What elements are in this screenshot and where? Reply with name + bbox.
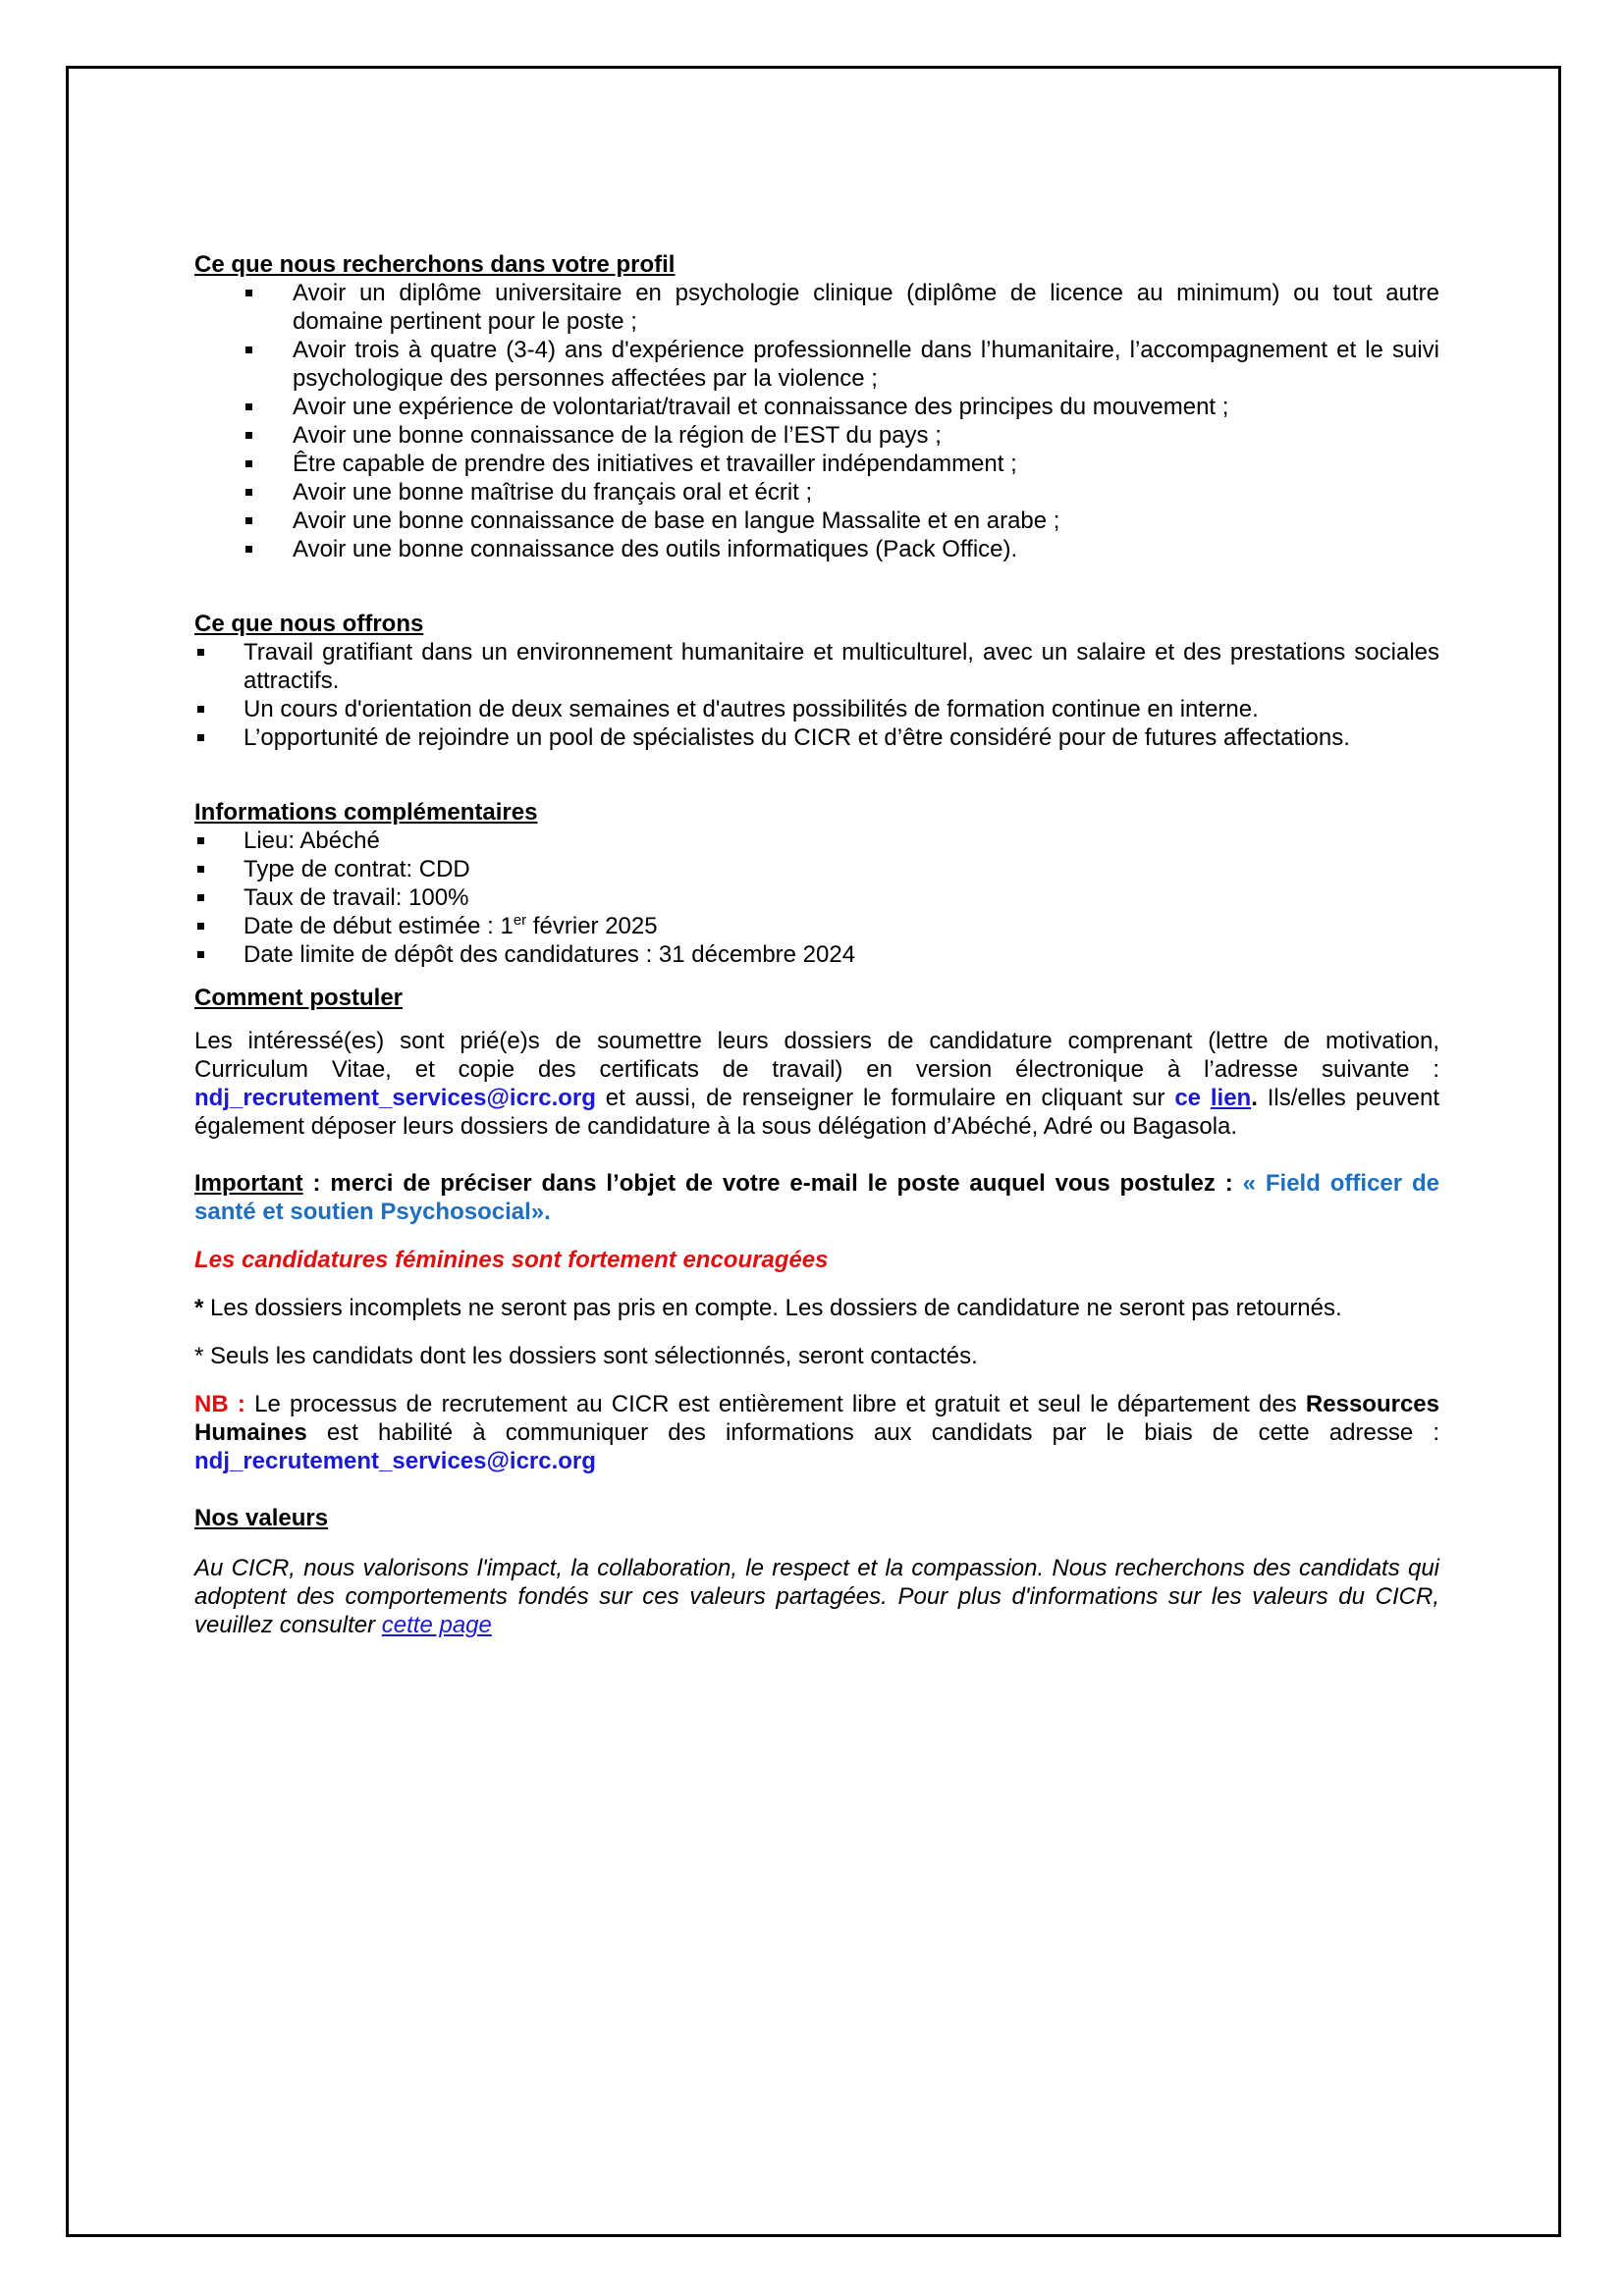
deadline-text: Date limite de dépôt des candidatures : 31 décembre 2024 [244, 941, 856, 968]
section-title-profile: Ce que nous recherchons dans votre profil [194, 251, 676, 278]
list-item [194, 638, 1439, 695]
square-bullet-icon [245, 403, 252, 410]
section-title-apply: Comment postuler [194, 985, 404, 1011]
square-bullet-icon [245, 290, 252, 296]
start-date-text: Date de début estimée : 1 [244, 913, 514, 939]
important-paragraph [194, 1169, 1439, 1226]
women-encouraged-note: Les candidatures féminines sont fortement encouragées [194, 1247, 829, 1273]
square-bullet-icon [197, 951, 204, 958]
list-item-text: Avoir une bonne connaissance de la région de l’EST du pays ; [293, 422, 942, 449]
start-date-month: février 2025 [526, 913, 658, 939]
incomplete-note [194, 1294, 1439, 1322]
values-page-link[interactable]: cette page [381, 1612, 492, 1638]
square-bullet-icon [245, 517, 252, 524]
section-title-values: Nos valeurs [194, 1505, 329, 1531]
list-item [194, 450, 1439, 478]
values-text: Au CICR, nous valorisons l'impact, la collaboration, le respect et la compassion. Nous recherchons des candidats qui adoptent des comportements fondés sur ces valeurs partagées. Pour plus d'informations sur les valeurs du CICR, veuillez consulter [194, 1555, 1439, 1638]
position-name: « Field officer de santé et soutien Psychosocial». [194, 1170, 1440, 1225]
list-item-text: Avoir une bonne connaissance de base en langue Massalite et en arabe ; [293, 507, 1060, 534]
list-item-text: Avoir trois à quatre (3-4) ans d'expérience professionnelle dans l’humanitaire, l’accompagnement et le suivi psychologique des personnes affectées par la violence ; [293, 337, 1439, 392]
nb-label: NB : [194, 1391, 245, 1417]
important-text: : merci de préciser dans l’objet de votre e-mail le poste auquel vous postulez : [302, 1170, 1243, 1197]
list-item [194, 478, 1439, 507]
square-bullet-icon [197, 894, 204, 901]
apply-intro: Les intéressé(es) sont prié(e)s de soumettre leurs dossiers de candidature comprenant (lettre de motivation, Curriculum Vitae, et copie des certificats de travail) en version électronique à l’adresse suivante : [194, 1028, 1439, 1083]
list-item-text: Type de contrat: CDD [244, 856, 470, 882]
list-item-text: Avoir une expérience de volontariat/travail et connaissance des principes du mouvement ; [293, 394, 1229, 420]
selected-note: * Seuls les candidats dont les dossiers sont sélectionnés, seront contactés. [194, 1343, 978, 1369]
list-item-text: Taux de travail: 100% [244, 884, 469, 911]
square-bullet-icon [197, 649, 204, 656]
square-bullet-icon [245, 432, 252, 439]
square-bullet-icon [245, 489, 252, 496]
list-item-text: Travail gratifiant dans un environnement humanitaire et multiculturel, avec un salaire et des prestations sociales attractifs. [244, 639, 1439, 694]
start-date-superscript: er [513, 912, 527, 929]
list-item [194, 336, 1439, 393]
square-bullet-icon [197, 706, 204, 713]
form-text: et aussi, de renseigner le formulaire en cliquant sur [595, 1085, 1175, 1111]
section-title-info: Informations complémentaires [194, 799, 538, 826]
nb-text-2: est habilité à communiquer des informations aux candidats par le biais de cette adresse : [306, 1419, 1439, 1446]
hr-label: Ressources Humaines [194, 1391, 1439, 1446]
square-bullet-icon [245, 546, 252, 553]
list-item [194, 827, 1439, 855]
list-item-text: L’opportunité de rejoindre un pool de spécialistes du CICR et d’être considéré pour de futures affectations. [244, 724, 1350, 751]
info-list [194, 827, 1439, 969]
list-item [194, 883, 1439, 912]
apply-paragraph [194, 1027, 1439, 1141]
list-item [194, 421, 1439, 450]
list-item [194, 695, 1439, 723]
link-ce[interactable]: ce [1174, 1085, 1211, 1111]
square-bullet-icon [197, 866, 204, 873]
nb-paragraph [194, 1390, 1439, 1475]
list-item [194, 912, 1439, 940]
profile-requirements-list [194, 279, 1439, 563]
values-paragraph [194, 1554, 1439, 1639]
list-item [194, 393, 1439, 421]
section-title-offer: Ce que nous offrons [194, 611, 424, 637]
list-item-text: Être capable de prendre des initiatives et travailler indépendamment ; [293, 451, 1017, 477]
square-bullet-icon [197, 923, 204, 930]
square-bullet-icon [245, 347, 252, 353]
square-bullet-icon [245, 460, 252, 467]
square-bullet-icon [197, 837, 204, 844]
list-item [194, 940, 1439, 969]
email-link[interactable]: ndj_recrutement_services@icrc.org [194, 1085, 596, 1111]
nb-text: Le processus de recrutement au CICR est entièrement libre et gratuit et seul le département des [244, 1391, 1306, 1417]
apply-after-link: Ils/elles peuvent également déposer leurs dossiers de candidature à la sous délégation d’Abéché, Adré ou Bagasola. [194, 1085, 1439, 1140]
incomplete-note-text: Les dossiers incomplets ne seront pas pris en compte. Les dossiers de candidature ne seront pas retournés. [203, 1295, 1342, 1321]
offer-list [194, 638, 1439, 752]
list-item-text: Un cours d'orientation de deux semaines et d'autres possibilités de formation continue en interne. [244, 696, 1259, 722]
list-item [194, 723, 1439, 752]
important-label: Important [194, 1170, 303, 1197]
asterisk: * [194, 1295, 204, 1321]
list-item [194, 535, 1439, 563]
job-posting-content [194, 250, 1439, 1639]
list-item-text: Lieu: Abéché [244, 828, 380, 854]
form-link[interactable]: lien [1210, 1085, 1252, 1111]
period: . [1251, 1085, 1258, 1111]
list-item-text: Avoir une bonne maîtrise du français oral et écrit ; [293, 479, 813, 506]
list-item [194, 507, 1439, 535]
list-item-text: Avoir une bonne connaissance des outils informatiques (Pack Office). [293, 536, 1018, 562]
list-item [194, 279, 1439, 336]
list-item [194, 855, 1439, 883]
nb-email-link[interactable]: ndj_recrutement_services@icrc.org [194, 1448, 596, 1474]
square-bullet-icon [197, 734, 204, 741]
list-item-text: Avoir un diplôme universitaire en psychologie clinique (diplôme de licence au minimum) ou tout autre domaine pertinent pour le poste ; [293, 280, 1439, 335]
